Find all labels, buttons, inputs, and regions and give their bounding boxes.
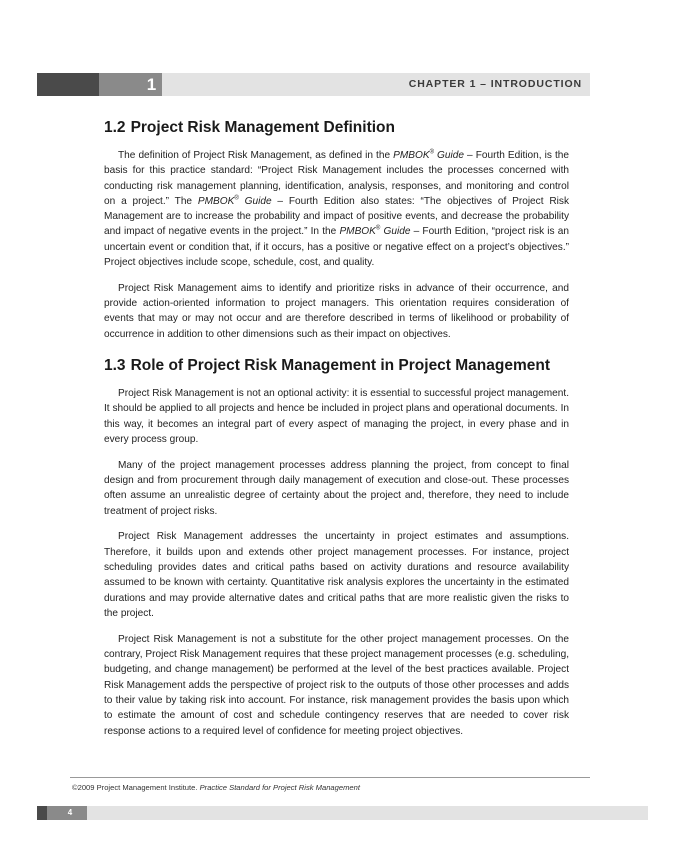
chapter-title: CHAPTER 1 – INTRODUCTION [408,78,582,90]
paragraph: The definition of Project Risk Management, as defined in the PMBOK® Guide – Fourth Edition, is the basis for this practice standard: “Project Risk Management includes the processes concerned with conducting risk management planning, identification, analysis, responses, and monitoring and control on a project.” The PMBOK® Guide – Fourth Edition also states: “The objectives of Project Risk Management are to increase the probability and impact of positive events, and decrease the probability and impact of negative events in the project.” In the PMBOK® Guide – Fourth Edition, “project risk is an uncertain event or condition that, if it occurs, has a positive or negative effect on a project’s objectives.” Project objectives include scope, schedule, cost, and quality. [104,149,569,269]
paragraph: Many of the project management processes address planning the project, from concept to final design and from procurement through daily management of execution and close-out. These processes often assume an unrealistic degree of certainty about the project and, therefore, they need to include treatment of project risks. [104,459,569,517]
page-content [104,118,569,749]
footer-book-title: Practice Standard for Project Risk Management [199,783,360,792]
page-number: 4 [67,808,73,817]
section-title: Project Risk Management Definition [130,119,395,136]
header-dark-block [37,73,99,96]
section-number: 1.3 [104,357,126,375]
footer-divider [70,777,590,778]
paragraph: Project Risk Management aims to identify and prioritize risks in advance of their occurrence, and provide action-oriented information to project managers. This orientation requires consideration of events that may or may not occur and are therefore described in terms of likelihood or probability of occurrence in addition to other dimensions such as their impact on objectives. [104,282,569,340]
page-bar-dark-block [37,806,47,820]
page-number-bar [37,806,648,820]
section-heading-1-2 [104,118,569,138]
chapter-header-bar [37,73,590,96]
section-number: 1.2 [104,119,126,136]
chapter-number: 1 [146,75,157,94]
paragraph: Project Risk Management addresses the uncertainty in project estimates and assumptions. Therefore, it builds upon and extends other project management processes. For instance, project scheduling provides dates and critical paths based on activity durations and resource availability assumed to be known with certainty. Quantitative risk analysis explores the uncertainty in the estimated durations and may provide alternative dates and critical paths that are more realistic given the risks to the project. [104,531,569,619]
paragraph: Project Risk Management is not a substitute for the other project management processes. On the contrary, Project Risk Management requires that these project management processes (e.g. scheduling, budgeting, and change management) be performed at the level of the best practices available. Project Risk Management adds the perspective of project risk to the outputs of those other processes and adds to their value by taking risk into account. For instance, risk management provides the basis upon which to estimate the amount of cost and schedule contingency reserves that are needed to cover risk response actions to a required level of confidence for meeting project objectives. [104,633,569,737]
footer-copyright: ©2009 Project Management Institute. Practice Standard for Project Risk Management [72,783,360,792]
paragraph: Project Risk Management is not an optional activity: it is essential to successful project management. It should be applied to all projects and hence be included in project plans and operational documents. In this way, it becomes an integral part of every aspect of managing the project, in every phase and in every process group. [104,388,569,445]
section-title: Role of Project Risk Management in Project Management [130,357,551,375]
section-heading-1-3 [104,356,569,376]
